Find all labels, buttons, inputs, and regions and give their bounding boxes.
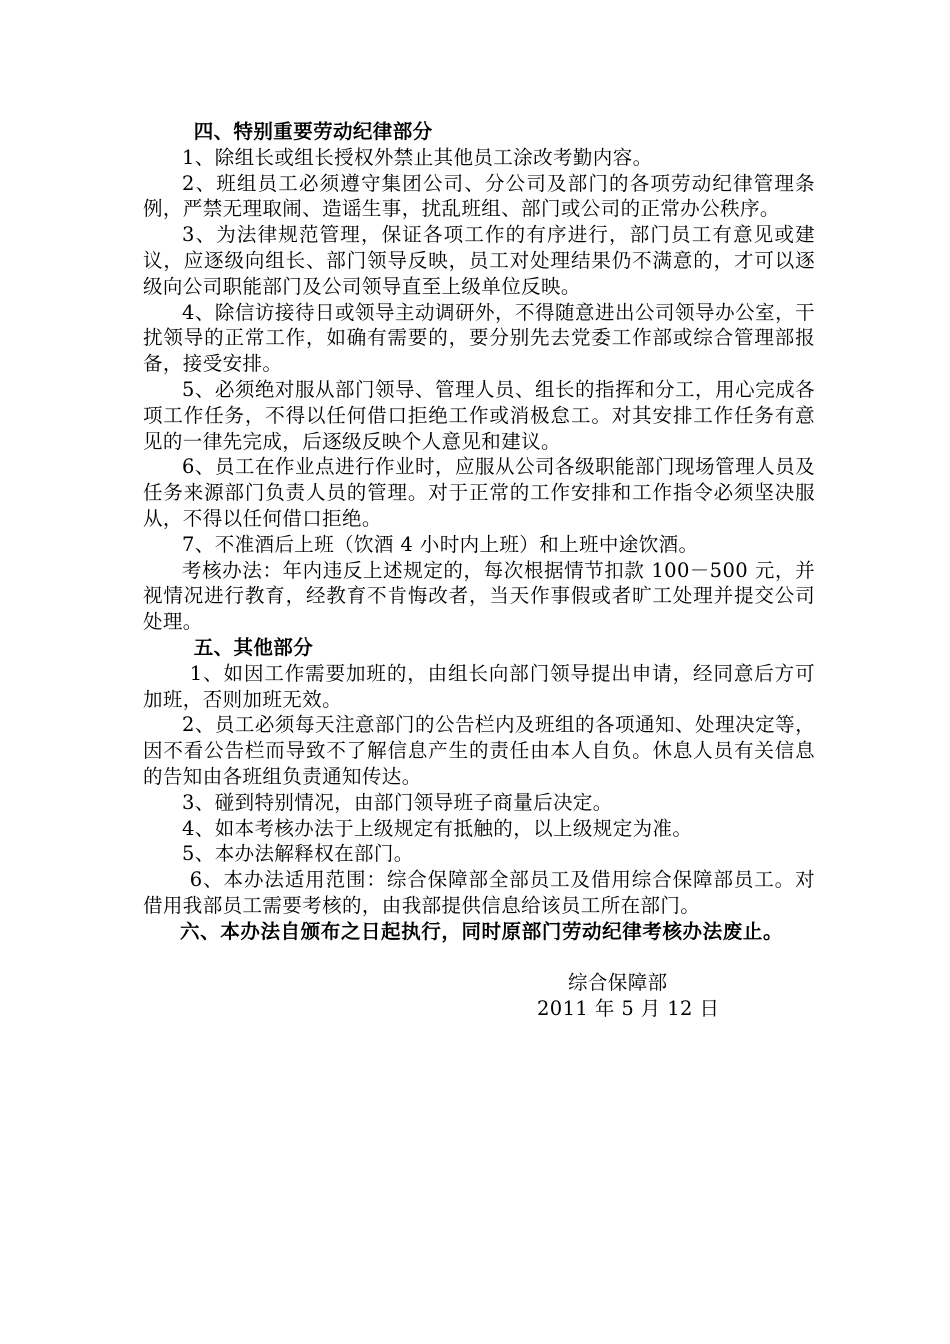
section4-heading: 四、特别重要劳动纪律部分 — [193, 120, 433, 143]
signature-date: 2011 年 5 月 12 日 — [537, 997, 720, 1020]
document-body — [143, 119, 815, 945]
section4-item-6: 6、员工在作业点进行作业时，应服从公司各级职能部门现场管理人员及任务来源部门负责人员的管理。对于正常的工作安排和工作指令必须坚决服从，不得以任何借口拒绝。 — [143, 455, 815, 530]
section4-item-7: 7、不准酒后上班（饮酒 4 小时内上班）和上班中途饮酒。 — [182, 532, 699, 556]
section5-item-3: 3、碰到特别情况，由部门领导班子商量后决定。 — [182, 790, 613, 814]
section4-assessment: 考核办法：年内违反上述规定的，每次根据情节扣款 100－500 元，并视情况进行教育，经教育不肯悔改者，当天作事假或者旷工处理并提交公司处理。 — [143, 558, 815, 634]
section5-item-1: 1、如因工作需要加班的，由组长向部门领导提出申请，经同意后方可加班，否则加班无效。 — [143, 661, 815, 711]
section4-item-2: 2、班组员工必须遵守集团公司、分公司及部门的各项劳动纪律管理条例，严禁无理取闹、造谣生事，扰乱班组、部门或公司的正常办公秩序。 — [143, 171, 815, 221]
section5-item-2: 2、员工必须每天注意部门的公告栏内及班组的各项通知、处理决定等，因不看公告栏而导致不了解信息产生的责任由本人自负。休息人员有关信息的告知由各班组负责通知传达。 — [143, 713, 815, 788]
section4-item-4: 4、除信访接待日或领导主动调研外，不得随意进出公司领导办公室，干扰领导的正常工作，如确有需要的，要分别先去党委工作部或综合管理部报备，接受安排。 — [143, 300, 815, 376]
section5-item-5: 5、本办法解释权在部门。 — [182, 842, 414, 866]
section5-item-4: 4、如本考核办法于上级规定有抵触的，以上级规定为准。 — [182, 816, 693, 840]
section6-statement: 六、本办法自颁布之日起执行，同时原部门劳动纪律考核办法废止。 — [180, 919, 784, 943]
section5-item-6: 6、本办法适用范围：综合保障部全部员工及借用综合保障部员工。对借用我部员工需要考核的，由我部提供信息给该员工所在部门。 — [143, 868, 815, 917]
section5-heading: 五、其他部分 — [193, 635, 314, 659]
signature-department: 综合保障部 — [568, 971, 668, 994]
section4-item-3: 3、为法律规范管理，保证各项工作的有序进行，部门员工有意见或建议，应逐级向组长、部门领导反映，员工对处理结果仍不满意的，才可以逐级向公司职能部门及公司领导直至上级单位反映。 — [143, 223, 815, 298]
section4-item-1: 1、除组长或组长授权外禁止其他员工涂改考勤内容。 — [182, 145, 653, 169]
section4-item-5: 5、必须绝对服从部门领导、管理人员、组长的指挥和分工，用心完成各项工作任务，不得以任何借口拒绝工作或消极怠工。对其安排工作任务有意见的一律先完成，后逐级反映个人意见和建议。 — [143, 377, 815, 453]
